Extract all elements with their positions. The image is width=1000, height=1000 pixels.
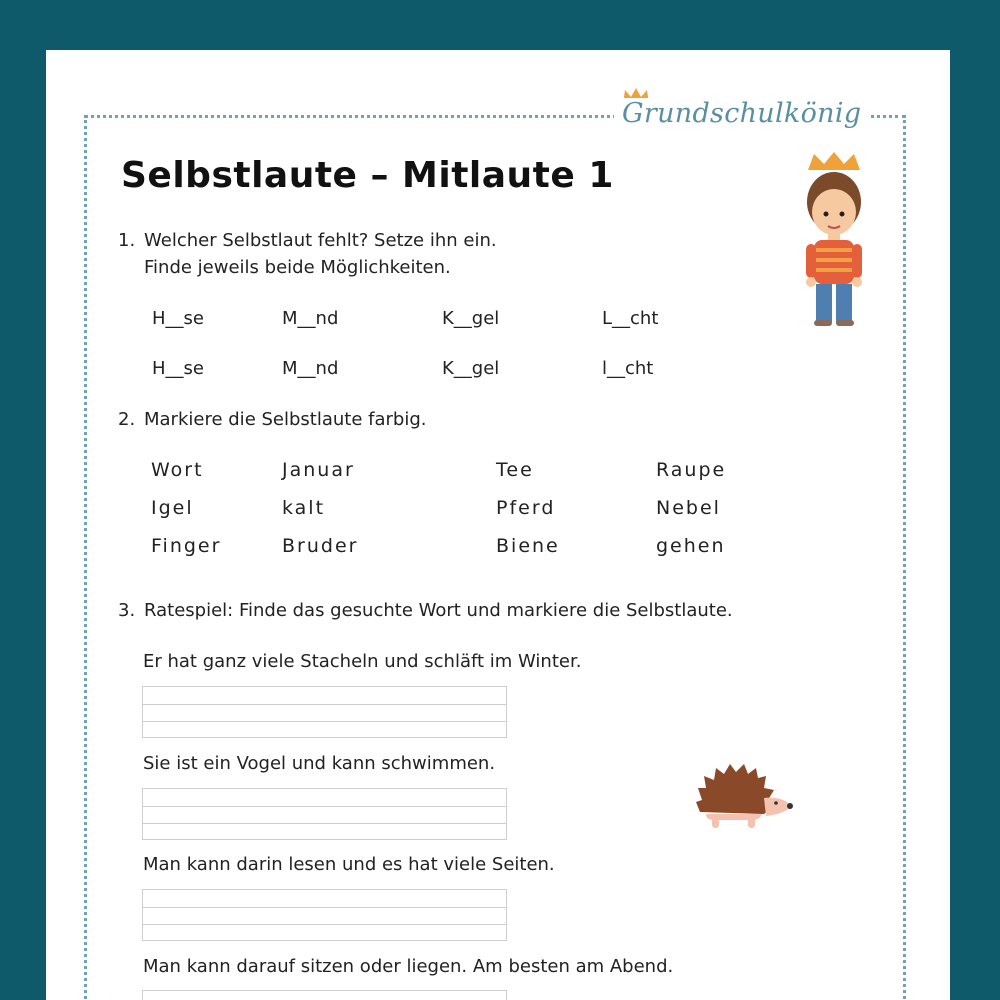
- answer-lines[interactable]: [142, 788, 507, 840]
- answer-lines[interactable]: [142, 686, 507, 738]
- task-2-number: 2.: [118, 409, 136, 430]
- task-2-instruction: [118, 409, 426, 430]
- vowel-word: Pferd: [496, 497, 556, 519]
- hedgehog-illustration: [694, 762, 798, 832]
- task-2-text: Markiere die Selbstlaute farbig.: [144, 409, 427, 430]
- vowel-word: Raupe: [656, 459, 727, 481]
- gap-word: K__gel: [442, 308, 500, 329]
- gap-word: M__nd: [282, 308, 339, 329]
- gap-word: l__cht: [602, 358, 654, 379]
- vowel-word: Januar: [282, 459, 355, 481]
- page-title: Selbstlaute – Mitlaute 1: [121, 155, 614, 196]
- vowel-word: gehen: [656, 535, 726, 557]
- task-1-line-1: Welcher Selbstlaut fehlt? Setze ihn ein.: [144, 230, 497, 251]
- vowel-word: Biene: [496, 535, 560, 557]
- task-1-number: 1.: [118, 230, 136, 251]
- riddle-text: Sie ist ein Vogel und kann schwimmen.: [143, 753, 496, 774]
- gap-word: L__cht: [602, 308, 659, 329]
- vowel-word: Tee: [496, 459, 534, 481]
- boy-illustration: [794, 152, 874, 327]
- gap-word: H__se: [152, 358, 204, 379]
- worksheet: [46, 50, 950, 1000]
- vowel-word: Nebel: [656, 497, 721, 519]
- answer-lines[interactable]: [142, 889, 507, 941]
- vowel-word: Wort: [151, 459, 204, 481]
- gap-word: H__se: [152, 308, 204, 329]
- vowel-word: Finger: [151, 535, 222, 557]
- vowel-word: Bruder: [282, 535, 359, 557]
- answer-lines[interactable]: [142, 990, 507, 1000]
- gap-word: K__gel: [442, 358, 500, 379]
- riddle-text: Man kann darin lesen und es hat viele Seiten.: [143, 854, 555, 875]
- vowel-word: kalt: [282, 497, 326, 519]
- task-3-text: Ratespiel: Finde das gesuchte Wort und markiere die Selbstlaute.: [144, 600, 733, 621]
- riddle-text: Er hat ganz viele Stacheln und schläft im Winter.: [143, 651, 582, 672]
- riddle-text: Man kann darauf sitzen oder liegen. Am besten am Abend.: [143, 956, 674, 977]
- brand-logo: Grundschulkönig: [614, 98, 869, 129]
- vowel-word: Igel: [151, 497, 194, 519]
- task-1-instruction: [118, 230, 497, 251]
- task-3-number: 3.: [118, 600, 136, 621]
- gap-word: M__nd: [282, 358, 339, 379]
- task-1-line-2: Finde jeweils beide Möglichkeiten.: [144, 257, 451, 278]
- task-3-instruction: [118, 600, 733, 621]
